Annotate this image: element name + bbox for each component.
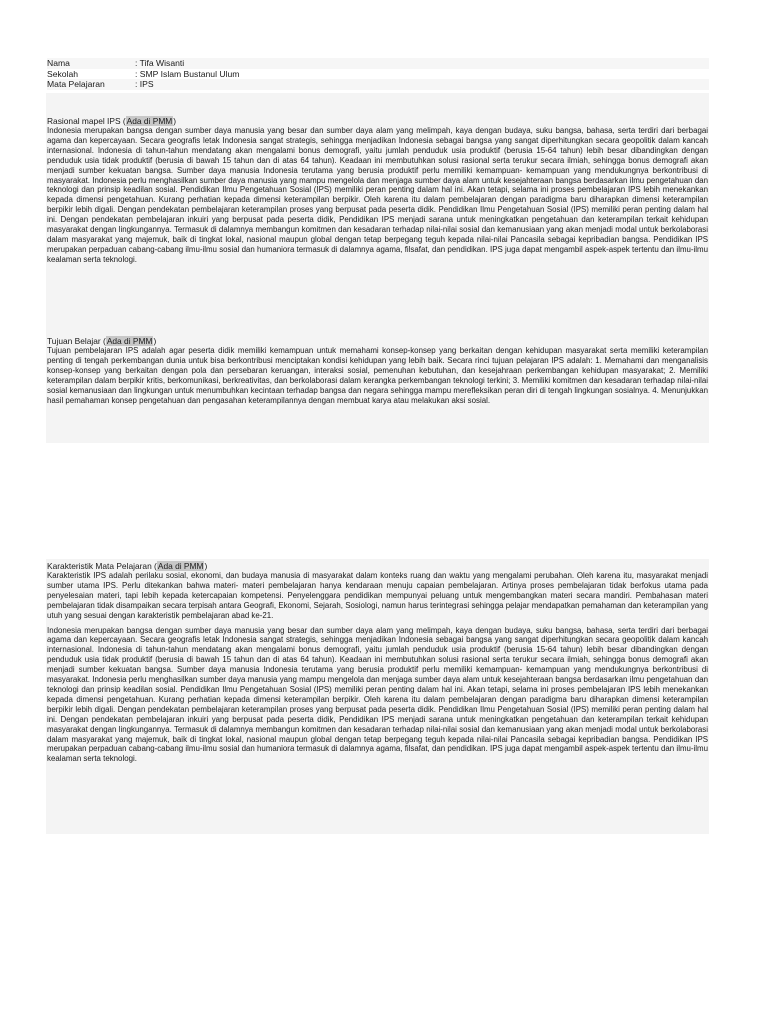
pmm-highlight-tag: Ada di PMM bbox=[106, 336, 153, 346]
heading-text: Karakteristik Mata Pelajaran ( bbox=[47, 561, 157, 571]
heading-text: Rasional mapel IPS ( bbox=[47, 116, 126, 126]
identity-label: Nama bbox=[47, 58, 70, 68]
section-rasional bbox=[46, 93, 709, 333]
identity-value: : Tifa Wisanti bbox=[135, 58, 185, 68]
identity-row-mata-pelajaran bbox=[47, 79, 709, 90]
identity-label: Sekolah bbox=[47, 68, 79, 79]
section-heading bbox=[47, 336, 708, 346]
heading-close: ) bbox=[204, 561, 208, 571]
pmm-highlight-tag: Ada di PMM bbox=[157, 561, 204, 571]
heading-text: Tujuan Belajar ( bbox=[47, 336, 106, 346]
section-tujuan bbox=[46, 333, 709, 443]
section-heading bbox=[47, 116, 708, 126]
identity-row-nama bbox=[47, 58, 709, 69]
section-paragraph: Tujuan pembelajaran IPS adalah agar peserta didik memiliki kemampuan untuk memahami konsep-konsep yang berkaitan dengan kehidupan masyarakat serta memiliki keterampilan penting di tengah perkembangan dunia untuk bisa berkontribusi menciptakan kondisi kehidupan yang lebih baik. Secara rinci tujuan pelajaran IPS adalah: 1. Memahami dan menganalisis konsep-konsep yang berkaitan dengan pola dan persebaran keruangan, interaksi sosial, pemenuhan kebutuhan, dan kesejahraan perkembangan kehidupan masyarakat; 2. Memiliki keterampilan dalam berpikir kritis, berkomunikasi, berkreativitas, dan berkolaborasi dalam kerangka perkembangan teknologi terkini; 3. Memiliki komitmen dan kesadaran terhadap nilai-nilai sosial kemanusiaan dan lingkungan untuk menumbuhkan kecintaan terhadap bangsa dan negara sehingga mampu merefleksikan peran diri di tengah lingkungan sosialnya. 4. Menunjukkan hasil pemahaman konsep pengetahuan dan pengasahan keterampilannya dengan membuat karya atau melakukan aksi sosial. bbox=[47, 346, 708, 405]
pmm-highlight-tag: Ada di PMM bbox=[126, 116, 173, 126]
section-paragraph: Indonesia merupakan bangsa dengan sumber daya manusia yang besar dan sumber daya alam yang melimpah, kaya dengan budaya, suku bangsa, bahasa, serta terdiri dari berbagai agama dan kepercayaan. Secara geografis letak Indonesia sangat strategis, sehingga menjadikan Indonesia sebagai bangsa yang sangat diperhitungkan secara geopolitik dalam kancah internasional. Indonesia di tahun-tahun mendatang akan mengalami bonus demografi, yaitu jumlah penduduk usia produktif (berusia 15-64 tahun) lebih besar dibandingkan dengan penduduk usia tidak produktif (berusia di bawah 15 tahun dan di atas 64 tahun). Keadaan ini membutuhkan solusi rasional serta terukur secara ilmiah, sehingga bonus demografi akan menjadi sumber kekuatan bangsa. Sumber daya manusia Indonesia terutama yang berusia produktif perlu memiliki kemampuan- kemampuan yang mendukungnya berkontribusi di masyarakat. Indonesia perlu menghasilkan sumber daya manusia yang mampu mengelola dan menjaga sumber daya alam untuk kesejahteraan bangsa berdasarkan ilmu pengetahuan dan teknologi dan prinsip keadilan sosial. Pendidikan Ilmu Pengetahuan Sosial (IPS) memiliki peran penting dalam hal ini. Akan tetapi, selama ini proses pembelajaran IPS lebih menekankan kepada dimensi pengetahuan. Kurang perhatian kepada dimensi keterampilan berpikir. Oleh karena itu dalam pembelajaran dengan paradigma baru diharapkan dimensi keterampilan berpikir lebih digali. Dengan pendekatan pembelajaran keterampilan proses yang berpusat pada peserta didik. Pendidikan Ilmu Pengetahuan Sosial (IPS) memiliki peran penting dalam hal ini. Dengan pendekatan pembelajaran inkuiri yang berpusat pada peserta didik, Pendidikan IPS menjadi sarana untuk meningkatkan pengetahuan dan keterampilan terkait kehidupan masyarakat dengan lingkungannya. Termasuk di dalamnya membangun komitmen dan kesadaran terhadap nilai-nilai sosial dan kemanusiaan yang akan menjadi modal untuk berkolaborasi dalam masyarakat yang majemuk, baik di tingkat lokal, nasional maupun global dengan tetap berpegang teguh kepada nilai-nilai Pancasila sebagai kepribadian bangsa. Pendidikan IPS merupakan perpaduan cabang-cabang ilmu-ilmu sosial dan humaniora termasuk di dalamnya agama, filsafat, dan pendidikan. IPS juga dapat mengambil aspek-aspek tertentu dan ilmu-ilmu kealaman serta teknologi. bbox=[47, 625, 708, 764]
section-heading bbox=[47, 561, 708, 571]
identity-value: : SMP Islam Bustanul Ulum bbox=[135, 68, 240, 79]
identity-row-sekolah bbox=[47, 69, 709, 80]
section-karakteristik bbox=[46, 559, 709, 834]
identity-label: Mata Pelajaran bbox=[47, 79, 105, 89]
heading-close: ) bbox=[153, 336, 157, 346]
heading-close: ) bbox=[173, 116, 177, 126]
identity-value: : IPS bbox=[135, 79, 154, 89]
identity-table bbox=[47, 58, 709, 90]
section-paragraph: Karakteristik IPS adalah perilaku sosial, ekonomi, dan budaya manusia di masyarakat dalam konteks ruang dan waktu yang mengalami perubahan. Oleh karena itu, masyarakat menjadi sumber utama IPS. Perlu ditekankan bahwa materi- materi pembelajaran hanya kendaraan menuju capaian pembelajaran. Artinya proses pembelajaran tidak berfokus utama pada penyelesaian materi, tapi lebih kepada ketercapaian kompetensi. Penyelenggara pendidikan mempunyai peluang untuk mengembangkan materi secara mandiri. Pembahasan materi pembelajaran tidak disampaikan secara terpisah antara Geografi, Ekonomi, Sejarah, Sosiologi, namun harus terintegrasi sehingga pelajar mendapatkan pemahaman dan keterampilan yang utuh yang sesuai dengan karakteristik pembelajaran abad ke-21. bbox=[47, 571, 708, 620]
section-paragraph: Indonesia merupakan bangsa dengan sumber daya manusia yang besar dan sumber daya alam yang melimpah, kaya dengan budaya, suku bangsa, bahasa, serta terdiri dari berbagai agama dan kepercayaan. Secara geografis letak Indonesia sangat strategis, sehingga menjadikan Indonesia sebagai bangsa yang sangat diperhitungkan secara geopolitik dalam kancah internasional. Indonesia di tahun-tahun mendatang akan mengalami bonus demografi, yaitu jumlah penduduk usia produktif (berusia 15-64 tahun) lebih besar dibandingkan dengan penduduk usia tidak produktif (berusia di bawah 15 tahun dan di atas 64 tahun). Keadaan ini membutuhkan solusi rasional serta terukur secara ilmiah, sehingga bonus demografi akan menjadi sumber kekuatan bangsa. Sumber daya manusia Indonesia terutama yang berusia produktif perlu memiliki kemampuan- kemampuan yang mendukungnya berkontribusi di masyarakat. Indonesia perlu menghasilkan sumber daya manusia yang mampu mengelola dan menjaga sumber daya alam untuk kesejahteraan bangsa berdasarkan ilmu pengetahuan dan teknologi dan prinsip keadilan sosial. Pendidikan Ilmu Pengetahuan Sosial (IPS) memiliki peran penting dalam hal ini. Akan tetapi, selama ini proses pembelajaran IPS lebih menekankan kepada dimensi pengetahuan. Kurang perhatian kepada dimensi keterampilan berpikir. Oleh karena itu dalam pembelajaran dengan paradigma baru diharapkan dimensi keterampilan berpikir lebih digali. Dengan pendekatan pembelajaran keterampilan proses yang berpusat pada peserta didik. Pendidikan Ilmu Pengetahuan Sosial (IPS) memiliki peran penting dalam hal ini. Dengan pendekatan pembelajaran inkuiri yang berpusat pada peserta didik, Pendidikan IPS menjadi sarana untuk meningkatkan pengetahuan dan keterampilan terkait kehidupan masyarakat dengan lingkungannya. Termasuk di dalamnya membangun komitmen dan kesadaran terhadap nilai-nilai sosial dan kemanusiaan yang akan menjadi modal untuk berkolaborasi dalam masyarakat yang majemuk, baik di tingkat lokal, nasional maupun global dengan tetap berpegang teguh kepada nilai-nilai Pancasila sebagai kepribadian bangsa. Pendidikan IPS merupakan perpaduan cabang-cabang ilmu-ilmu sosial dan humaniora termasuk di dalamnya agama, filsafat, dan pendidikan. IPS juga dapat mengambil aspek-aspek tertentu dan ilmu-ilmu kealaman serta teknologi. bbox=[47, 126, 708, 264]
